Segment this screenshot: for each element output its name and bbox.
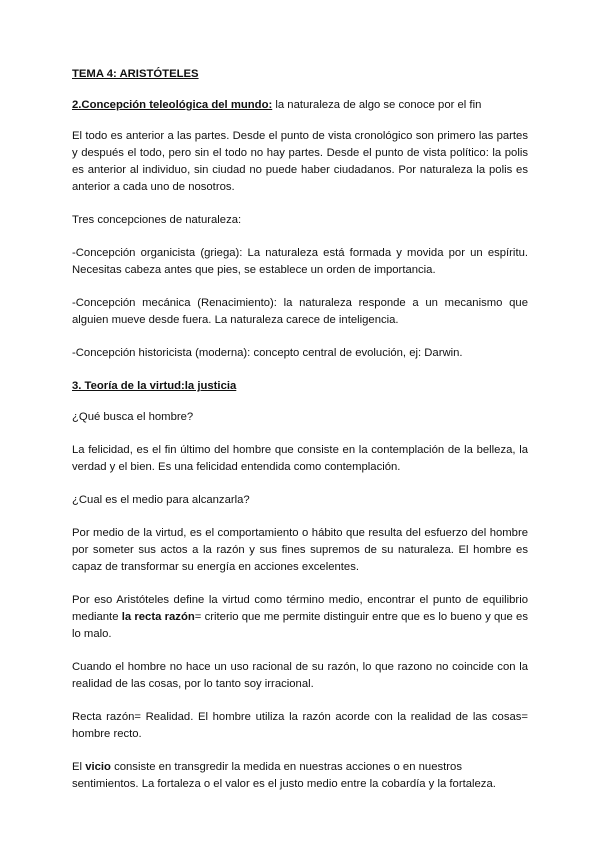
section-3-paragraph-6 bbox=[72, 759, 528, 793]
p6-after: consiste en transgredir la medida en nuestras acciones o en nuestros sentimientos. La fortaleza o el valor es el justo medio entre la cobardía y la fortaleza. bbox=[72, 761, 496, 790]
p6-before: El bbox=[72, 761, 86, 773]
vicio-bold: vicio bbox=[85, 761, 111, 773]
section-2-heading-line bbox=[72, 97, 528, 114]
section-2-paragraph-1: El todo es anterior a las partes. Desde el punto de vista cronológico son primero las partes y después el todo, pero sin el todo no hay partes. Desde el punto de vista político: la polis es anterior al individuo, sin ciudad no puede haber ciudadanos. Por naturaleza la polis es anterior a cada uno de nosotros. bbox=[72, 130, 528, 193]
p3-after: = criterio que me permite distinguir entre que es lo bueno y que es lo malo. bbox=[72, 611, 528, 640]
section-3-paragraph-3 bbox=[72, 592, 528, 643]
section-2-paragraph-3: -Concepción organicista (griega): La naturaleza está formada y movida por un espíritu. Necesitas cabeza antes que pies, se establece un orden de importancia. bbox=[72, 247, 528, 276]
section-3-paragraph-2: Por medio de la virtud, es el comportamiento o hábito que resulta del esfuerzo del hombre por someter sus actos a la razón y sus fines supremos de su naturaleza. El hombre es capaz de transformar su energía en acciones excelentes. bbox=[72, 527, 528, 573]
section-2-paragraph-5: -Concepción historicista (moderna): concepto central de evolución, ej: Darwin. bbox=[72, 347, 463, 359]
section-3-paragraph-4: Cuando el hombre no hace un uso racional de su razón, lo que razono no coincide con la realidad de las cosas, por lo tanto soy irracional. bbox=[72, 661, 528, 690]
section-3-paragraph-1: La felicidad, es el fin último del hombre que consiste en la contemplación de la belleza, la verdad y el bien. Es una felicidad entendida como contemplación. bbox=[72, 444, 528, 473]
section-3-heading: 3. Teoría de la virtud:la justicia bbox=[72, 380, 237, 392]
section-2-paragraph-2: Tres concepciones de naturaleza: bbox=[72, 214, 242, 226]
section-3-paragraph-5: Recta razón= Realidad. El hombre utiliza la razón acorde con la realidad de las cosas= hombre recto. bbox=[72, 711, 528, 740]
document-title: TEMA 4: ARISTÓTELES bbox=[72, 68, 199, 80]
recta-razon-bold: la recta razón bbox=[121, 611, 195, 623]
p3-before: Por eso Aristóteles define la virtud como término medio, encontrar el punto de equilibrio mediante bbox=[72, 594, 528, 623]
section-2-heading-rest: la naturaleza de algo se conoce por el fin bbox=[272, 99, 482, 111]
section-2-heading: 2.Concepción teleológica del mundo: bbox=[72, 99, 273, 111]
section-3-question-1: ¿Qué busca el hombre? bbox=[72, 411, 194, 423]
document-body bbox=[72, 66, 528, 809]
section-2-paragraph-4: -Concepción mecánica (Renacimiento): la naturaleza responde a un mecanismo que alguien mueve desde fuera. La naturaleza carece de inteligencia. bbox=[72, 297, 528, 326]
section-3-question-2: ¿Cual es el medio para alcanzarla? bbox=[72, 494, 250, 506]
